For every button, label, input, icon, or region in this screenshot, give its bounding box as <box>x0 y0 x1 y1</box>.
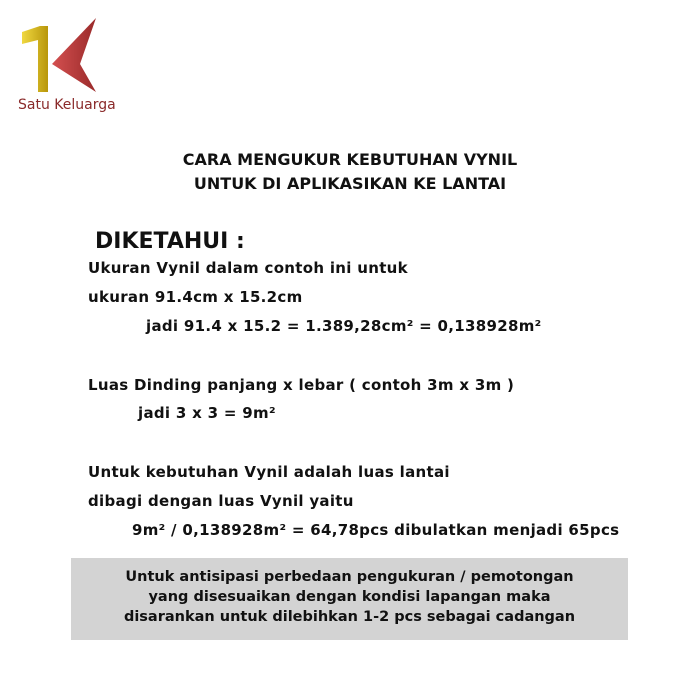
note-line-1: Untuk antisipasi perbedaan pengukuran / pemotongan <box>125 569 574 585</box>
text-line: dibagi dengan luas Vynil yaitu <box>88 492 354 510</box>
note-box <box>71 558 628 640</box>
logo-text: Satu Keluarga <box>18 97 116 113</box>
note-line-3: disarankan untuk dilebihkan 1-2 pcs sebagai cadangan <box>123 609 576 625</box>
title-line-1: CARA MENGUKUR KEBUTUHAN VYNIL <box>182 150 518 169</box>
section-heading: DIKETAHUI : <box>95 229 245 254</box>
text-line: jadi 91.4 x 15.2 = 1.389,28cm² = 0,138928m² <box>146 317 542 335</box>
title-line-2: UNTUK DI APLIKASIKAN KE LANTAI <box>193 174 507 193</box>
logo <box>18 14 98 100</box>
text-line: jadi 3 x 3 = 9m² <box>138 404 276 422</box>
text-line: 9m² / 0,138928m² = 64,78pcs dibulatkan menjadi 65pcs <box>132 521 620 539</box>
text-line: Luas Dinding panjang x lebar ( contoh 3m x 3m ) <box>88 376 515 394</box>
text-line: ukuran 91.4cm x 15.2cm <box>88 288 303 306</box>
text-line: Ukuran Vynil dalam contoh ini untuk <box>88 259 408 277</box>
text-line: Untuk kebutuhan Vynil adalah luas lantai <box>88 463 450 481</box>
logo-mark-icon <box>18 14 98 96</box>
note-line-2: yang disesuaikan dengan kondisi lapangan maka <box>148 589 551 605</box>
